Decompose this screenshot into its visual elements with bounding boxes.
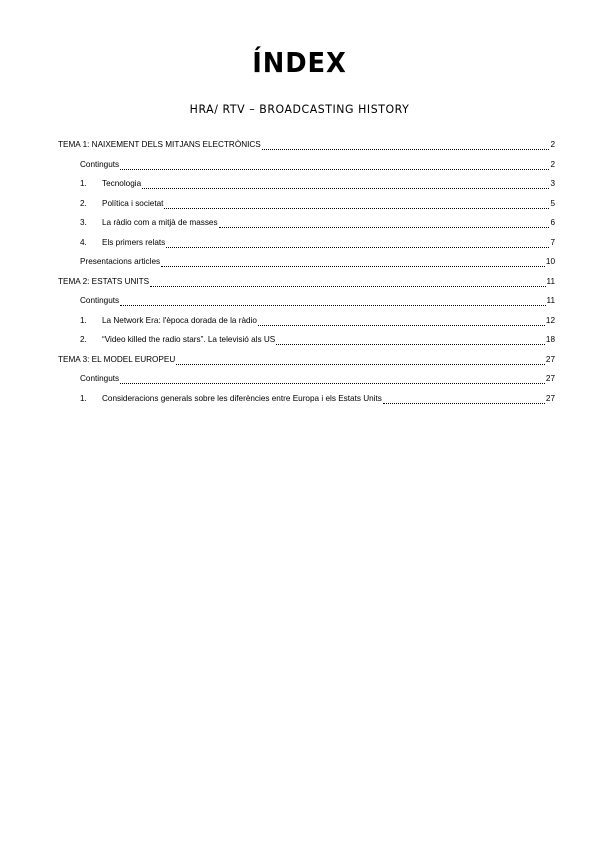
toc-dot-leader [176, 357, 545, 365]
toc-dot-leader [120, 376, 545, 384]
toc-entry[interactable] [80, 255, 555, 267]
toc-entry-title: TEMA 1: NAIXEMENT DELS MITJANS ELECTRÒNICS [58, 140, 261, 149]
toc-page-number: 2 [550, 140, 555, 149]
toc-entry-title: TEMA 3: EL MODEL EUROPEU [58, 354, 176, 364]
toc-dot-leader [142, 181, 549, 189]
toc-entry-number: 3. [80, 218, 87, 227]
toc-entry-title: La ràdio com a mitjà de masses [102, 218, 218, 227]
toc-entry-title: “Video killed the radio stars”. La televisió als US [102, 335, 276, 344]
toc-entry-number: 1. [80, 393, 87, 403]
toc-page-number: 10 [545, 257, 555, 266]
toc-entry-title: Continguts [80, 159, 120, 169]
toc-page-number: 2 [550, 159, 555, 169]
toc-entry-title: Tecnologia [102, 179, 142, 188]
toc-dot-leader [383, 396, 545, 404]
toc-page-number: 5 [550, 198, 555, 208]
toc-dot-leader [150, 279, 545, 287]
toc-entry[interactable] [58, 275, 555, 287]
toc-entry-title: Presentacions articles [80, 257, 161, 266]
toc-page-number: 27 [545, 374, 555, 383]
page-title: ÍNDEX [252, 46, 347, 79]
toc-entry[interactable] [80, 197, 555, 209]
toc-entry[interactable] [58, 353, 555, 365]
toc-entry-title: La Network Era: l'època dorada de la ràdio [102, 315, 257, 325]
toc-entry-number: 1. [80, 315, 87, 325]
toc-page-number: 18 [545, 335, 555, 344]
page-subtitle: HRA/ RTV – BROADCASTING HISTORY [189, 102, 410, 116]
toc-entry-number: 2. [80, 198, 87, 208]
toc-page-number: 27 [545, 393, 555, 403]
toc-entry[interactable] [80, 333, 555, 345]
toc-dot-leader [262, 142, 550, 150]
toc-entry-number: 1. [80, 179, 87, 188]
toc-entry[interactable] [80, 314, 555, 326]
toc-dot-leader [258, 318, 545, 326]
toc-page-number: 3 [550, 179, 555, 188]
toc-dot-leader [120, 298, 545, 306]
toc-entry[interactable] [58, 138, 555, 150]
toc-dot-leader [219, 220, 550, 228]
toc-entry[interactable] [80, 236, 555, 248]
toc-dot-leader [166, 240, 549, 248]
toc-entry-title: TEMA 2: ESTATS UNITS [58, 276, 150, 286]
toc-entry[interactable] [80, 158, 555, 170]
toc-dot-leader [164, 201, 549, 209]
toc-entry-title: Consideracions generals sobre les diferències entre Europa i els Estats Units [102, 393, 382, 403]
toc-entry[interactable] [80, 177, 555, 189]
toc-dot-leader [161, 259, 545, 267]
toc-entry-number: 2. [80, 335, 87, 344]
toc-page-number: 27 [545, 354, 555, 364]
toc-entry-title: Política i societat [102, 198, 164, 208]
toc-page-number: 11 [546, 276, 555, 286]
toc-dot-leader [276, 337, 545, 345]
toc-entry[interactable] [80, 372, 555, 384]
toc-page-number: 7 [550, 237, 555, 247]
toc-entry-title: Continguts [80, 296, 120, 305]
toc-entry[interactable] [80, 294, 555, 306]
toc-entry[interactable] [80, 392, 555, 404]
toc-entry-title: Continguts [80, 374, 120, 383]
toc-page-number: 11 [546, 296, 555, 305]
toc-entry-number: 4. [80, 237, 87, 247]
toc-entry[interactable] [80, 216, 555, 228]
toc-entry-title: Els primers relats [102, 237, 166, 247]
toc-page-number: 6 [550, 218, 555, 227]
toc-dot-leader [120, 162, 549, 170]
toc-page-number: 12 [545, 315, 555, 325]
